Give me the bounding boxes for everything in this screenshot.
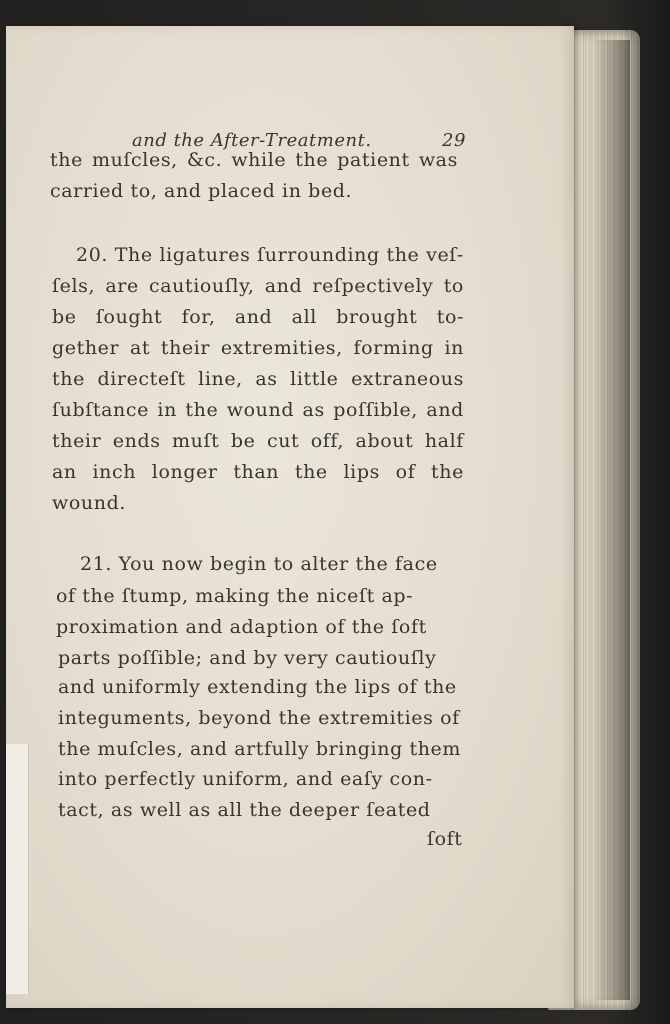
torn-page-edge — [6, 744, 29, 994]
word: the — [50, 149, 83, 171]
word: of — [395, 461, 416, 483]
word: ſought — [95, 306, 163, 328]
word: be — [230, 430, 256, 452]
word: 20. — [76, 244, 109, 266]
word: patient — [337, 149, 410, 171]
word: than — [233, 461, 280, 483]
word: their — [52, 430, 102, 452]
word: little — [290, 368, 339, 390]
word: ligatures — [159, 244, 251, 266]
gutter-shadow — [596, 40, 630, 1000]
word: muſt — [172, 430, 220, 452]
text-line — [52, 275, 464, 297]
word: as — [255, 368, 278, 390]
text-line: proximation and adaption of the ſoft — [56, 616, 427, 638]
word: all — [291, 306, 317, 328]
text-line: and uniformly extending the lips of the — [58, 676, 457, 698]
word: the — [386, 244, 420, 266]
word: to- — [436, 306, 464, 328]
word: their — [160, 337, 211, 359]
word: directeſt — [97, 368, 186, 390]
word: wound — [226, 399, 295, 421]
book-page — [6, 26, 574, 1008]
text-line — [76, 244, 464, 266]
text-line: parts poſſible; and by very cautiouſly — [58, 647, 437, 669]
word: the — [431, 461, 464, 483]
text-line: tact, as well as all the deeper ſeated — [58, 799, 431, 821]
text-line — [52, 461, 464, 483]
word: the — [52, 368, 85, 390]
word: at — [129, 337, 151, 359]
word: and — [426, 399, 464, 421]
word: about — [355, 430, 414, 452]
text-line — [52, 399, 464, 421]
word: ſels, — [52, 275, 96, 297]
word: ends — [112, 430, 161, 452]
word: the — [294, 461, 328, 483]
text-line: the muſcles, and artfully bringing them — [58, 738, 462, 760]
word: muſcles, — [91, 149, 178, 171]
word: ſubſtance — [52, 399, 149, 421]
word: in — [444, 337, 464, 359]
text-line — [52, 368, 464, 390]
word: as — [302, 399, 325, 421]
word: brought — [336, 306, 418, 328]
word: and — [264, 275, 303, 297]
word: poſſible, — [333, 399, 418, 421]
text-line: into perfectly uniform, and eaſy con- — [58, 768, 433, 790]
word: half — [424, 430, 464, 452]
word: was — [418, 149, 458, 171]
word: extraneous — [351, 368, 464, 390]
word: inch — [92, 461, 137, 483]
word: off, — [310, 430, 345, 452]
word: for, — [181, 306, 216, 328]
text-line: wound. — [52, 492, 126, 514]
running-title: and the After-Treatment. — [132, 130, 372, 151]
word: extremities, — [220, 337, 343, 359]
word: longer — [151, 461, 218, 483]
text-line: 21. You now begin to alter the face — [80, 553, 438, 575]
word: and — [234, 306, 273, 328]
catchword: ſoft — [427, 828, 463, 850]
word: veſ- — [426, 244, 464, 266]
word: lips — [343, 461, 380, 483]
word: The — [114, 244, 153, 266]
word: forming — [353, 337, 434, 359]
text-line — [50, 149, 458, 171]
text-line: of the ſtump, making the niceſt ap- — [56, 585, 414, 607]
word: &c. — [186, 149, 223, 171]
word: cautiouſly, — [148, 275, 255, 297]
word: in — [157, 399, 177, 421]
page-number: 29 — [442, 130, 467, 151]
word: the — [295, 149, 329, 171]
text-line — [52, 430, 464, 452]
word: while — [231, 149, 287, 171]
word: line, — [198, 368, 243, 390]
text-line: carried to, and placed in bed. — [50, 180, 353, 202]
word: cut — [266, 430, 300, 452]
text-line: integuments, beyond the extremities of — [58, 707, 460, 729]
word: an — [52, 461, 77, 483]
word: are — [105, 275, 139, 297]
word: be — [52, 306, 77, 328]
word: the — [185, 399, 219, 421]
text-line — [52, 306, 464, 328]
word: to — [443, 275, 464, 297]
text-line — [52, 337, 464, 359]
word: reſpectively — [312, 275, 434, 297]
word: ſurrounding — [257, 244, 380, 266]
word: gether — [52, 337, 120, 359]
